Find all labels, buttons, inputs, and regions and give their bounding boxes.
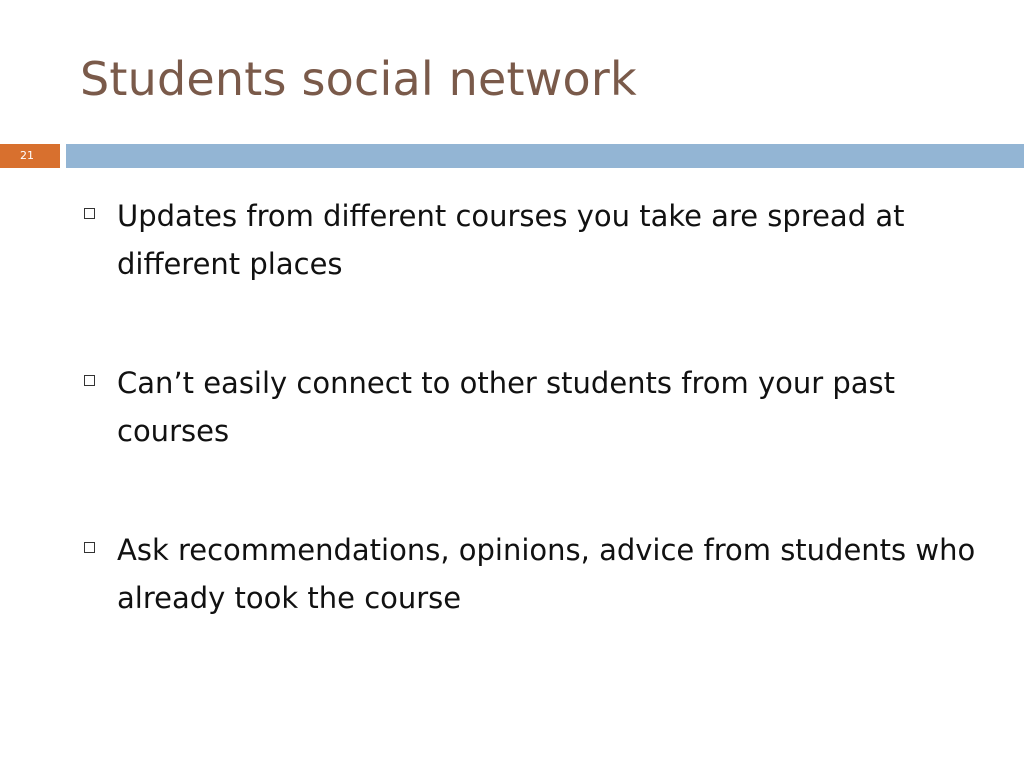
square-bullet-icon [84, 208, 95, 219]
square-bullet-icon [84, 542, 95, 553]
bullet-item [80, 359, 980, 455]
slide-number: 21 [20, 149, 34, 162]
bullet-item [80, 192, 980, 288]
bullet-text: Ask recommendations, opinions, advice from students who already took the course [117, 533, 976, 615]
accent-bar [66, 144, 1024, 168]
bullet-list [80, 192, 980, 693]
square-bullet-icon [84, 375, 95, 386]
slide-number-badge [0, 144, 60, 168]
bullet-item [80, 526, 980, 622]
bullet-text: Can’t easily connect to other students from your past courses [117, 366, 896, 448]
bullet-text: Updates from different courses you take are spread at different places [117, 199, 905, 281]
slide-title: Students social network [80, 52, 637, 106]
